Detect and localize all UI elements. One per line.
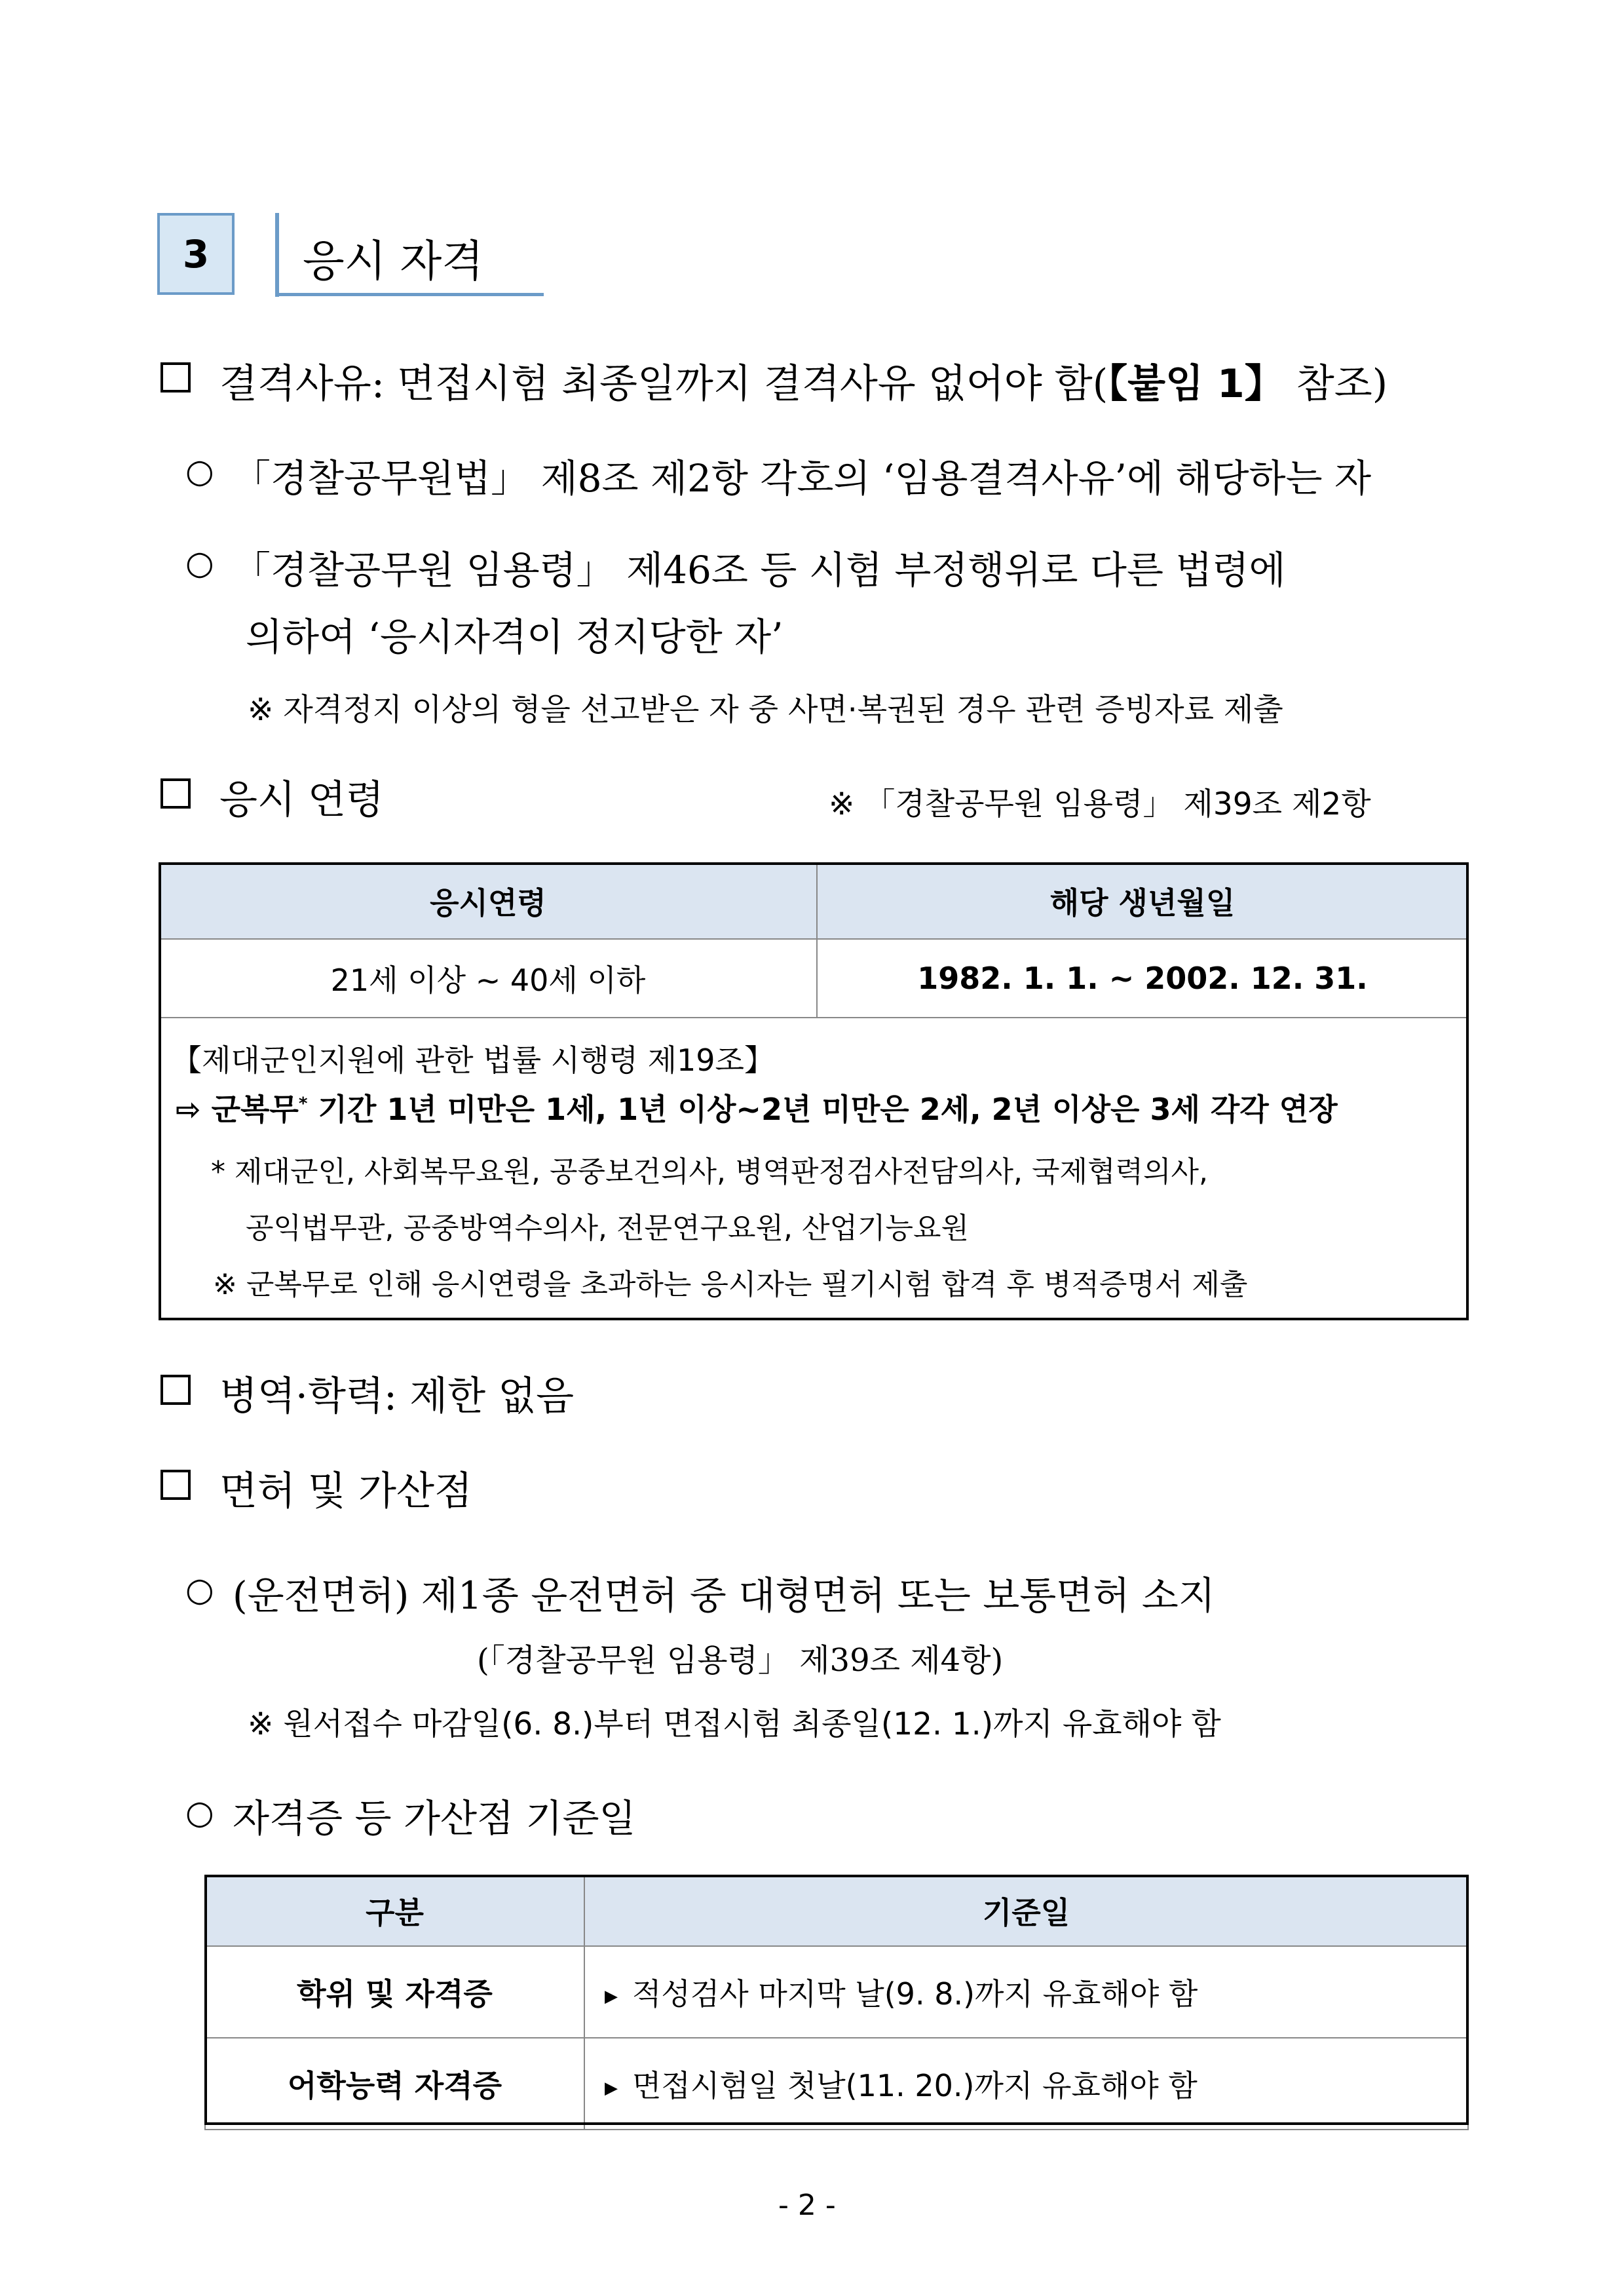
checkbox-icon bbox=[161, 778, 191, 809]
age-table-header: 응시연령 bbox=[159, 863, 817, 939]
checkbox-icon bbox=[161, 1375, 191, 1405]
triangle-bullet-icon: ▶ bbox=[605, 1987, 618, 2006]
triangle-bullet-icon: ▶ bbox=[605, 2078, 618, 2098]
military-footnote-line1: * 제대군인, 사회복무요원, 공중보건의사, 병역판정검사전담의사, 국제협력의사, bbox=[211, 1155, 1208, 1189]
military-rule bbox=[176, 1086, 1338, 1129]
disqualification-heading-tail: 참조) bbox=[1283, 361, 1388, 407]
license-item-1-note: ※ 원서접수 마감일(6. 8.)부터 면접시험 최종일(12. 1.)까지 유효해야 함 bbox=[248, 1706, 1221, 1742]
military-law-title: 【제대군인지원에 관한 법률 시행령 제19조】 bbox=[172, 1043, 774, 1078]
birthdate-range-cell: 1982. 1. 1. ~ 2002. 12. 31. bbox=[817, 939, 1468, 1018]
bonus-table-header: 구분 bbox=[205, 1875, 584, 1946]
disqualification-heading bbox=[219, 353, 1388, 409]
section-title: 응시 자격 bbox=[303, 236, 484, 286]
bonus-date-cell bbox=[584, 1946, 1468, 2038]
circle-bullet-icon: ○ bbox=[185, 1571, 214, 1609]
disqualification-heading-text: 결격사유: 면접시험 최종일까지 결격사유 없어야 함( bbox=[219, 361, 1108, 407]
age-heading: 응시 연령 bbox=[219, 777, 384, 823]
bonus-date-text: 면접시험일 첫날(11. 20.)까지 유효해야 함 bbox=[632, 2068, 1198, 2103]
license-item-1: (운전면허) 제1종 운전면허 중 대형면허 또는 보통면허 소지 bbox=[233, 1573, 1215, 1618]
disqualification-item-2-line1: 「경찰공무원 임용령」 제46조 등 시험 부정행위로 다른 법령에 bbox=[233, 548, 1286, 592]
age-reference: ※ 「경찰공무원 임용령」 제39조 제2항 bbox=[829, 786, 1371, 822]
military-education-heading: 병역·학력: 제한 없음 bbox=[219, 1373, 575, 1419]
table-row bbox=[205, 2038, 1468, 2130]
bonus-date-text: 적성검사 마지막 날(9. 8.)까지 유효해야 함 bbox=[632, 1976, 1198, 2012]
section-number: 3 bbox=[182, 231, 210, 277]
license-item-2: 자격증 등 가산점 기준일 bbox=[233, 1796, 636, 1841]
military-rule-star: * bbox=[298, 1094, 308, 1114]
license-item-1-ref: (「경찰공무원 임용령」 제39조 제4항) bbox=[477, 1642, 1004, 1679]
age-table bbox=[159, 862, 1469, 1018]
bonus-date-cell bbox=[584, 2038, 1468, 2130]
circle-bullet-icon: ○ bbox=[185, 452, 214, 490]
page-number: - 2 - bbox=[778, 2189, 836, 2222]
bonus-table-header: 기준일 bbox=[584, 1875, 1468, 1946]
military-note: ※ 군복무로 인해 응시연령을 초과하는 응시자는 필기시험 합격 후 병적증명서 제출 bbox=[213, 1268, 1248, 1301]
circle-bullet-icon: ○ bbox=[185, 544, 214, 582]
bonus-reference-table bbox=[204, 1875, 1469, 2130]
disqualification-attachment-ref: 【붙임 1】 bbox=[1108, 361, 1284, 407]
age-range-cell: 21세 이상 ~ 40세 이하 bbox=[159, 939, 817, 1018]
section-title-bar bbox=[275, 213, 279, 297]
bonus-category-cell: 학위 및 자격증 bbox=[205, 1946, 584, 2038]
age-table-header: 해당 생년월일 bbox=[817, 863, 1468, 939]
checkbox-icon bbox=[161, 1470, 191, 1500]
checkbox-icon bbox=[161, 362, 191, 392]
section-number-badge bbox=[157, 213, 235, 295]
section-title-underline bbox=[275, 293, 544, 296]
disqualification-item-2-line2: 의하여 ‘응시자격이 정지당한 자’ bbox=[246, 615, 784, 659]
military-rule-prefix: 군복무 bbox=[211, 1092, 299, 1127]
military-rule-text: 기간 1년 미만은 1세, 1년 이상~2년 미만은 2세, 2년 이상은 3세 각각 연장 bbox=[307, 1092, 1338, 1127]
military-footnote-line2: 공익법무관, 공중방역수의사, 전문연구요원, 산업기능요원 bbox=[246, 1212, 970, 1245]
disqualification-note: ※ 자격정지 이상의 형을 선고받은 자 중 사면·복권된 경우 관련 증빙자료 제출 bbox=[248, 692, 1283, 728]
circle-bullet-icon: ○ bbox=[185, 1793, 214, 1831]
arrow-right-icon: ⇨ bbox=[176, 1092, 201, 1127]
license-heading: 면허 및 가산점 bbox=[219, 1468, 472, 1514]
table-row bbox=[205, 1946, 1468, 2038]
disqualification-item-1: 「경찰공무원법」 제8조 제2항 각호의 ‘임용결격사유’에 해당하는 자 bbox=[233, 456, 1371, 501]
bonus-category-cell: 어학능력 자격증 bbox=[205, 2038, 584, 2130]
